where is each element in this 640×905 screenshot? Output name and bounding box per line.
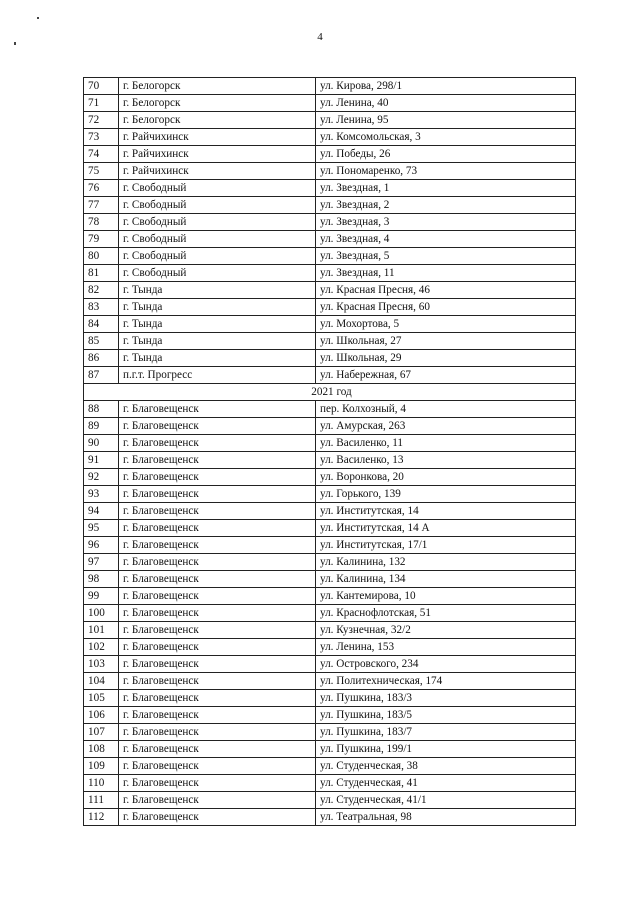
row-street: ул. Звездная, 11 — [316, 265, 576, 282]
page-number: 4 — [317, 31, 323, 43]
row-street: ул. Школьная, 29 — [316, 350, 576, 367]
row-city: г. Белогорск — [119, 112, 316, 129]
table-row — [84, 299, 576, 316]
row-city: г. Свободный — [119, 265, 316, 282]
table-row — [84, 231, 576, 248]
row-street: ул. Кантемирова, 10 — [316, 588, 576, 605]
row-city: г. Благовещенск — [119, 724, 316, 741]
table-row — [84, 707, 576, 724]
row-number: 86 — [84, 350, 119, 367]
row-street: ул. Калинина, 132 — [316, 554, 576, 571]
row-street: ул. Пушкина, 199/1 — [316, 741, 576, 758]
row-number: 85 — [84, 333, 119, 350]
row-street: ул. Островского, 234 — [316, 656, 576, 673]
table-row — [84, 605, 576, 622]
row-street: ул. Пономаренко, 73 — [316, 163, 576, 180]
table-row — [84, 690, 576, 707]
table-row — [84, 95, 576, 112]
table-row — [84, 622, 576, 639]
row-street: ул. Комсомольская, 3 — [316, 129, 576, 146]
row-number: 83 — [84, 299, 119, 316]
table-row — [84, 418, 576, 435]
row-number: 70 — [84, 78, 119, 95]
row-number: 82 — [84, 282, 119, 299]
row-city: г. Тында — [119, 350, 316, 367]
row-number: 106 — [84, 707, 119, 724]
row-city: г. Благовещенск — [119, 486, 316, 503]
row-number: 71 — [84, 95, 119, 112]
row-street: ул. Красная Пресня, 46 — [316, 282, 576, 299]
row-number: 87 — [84, 367, 119, 384]
row-street: ул. Студенческая, 41/1 — [316, 792, 576, 809]
row-street: ул. Пушкина, 183/7 — [316, 724, 576, 741]
row-street: ул. Звездная, 5 — [316, 248, 576, 265]
table-row — [84, 588, 576, 605]
row-city: г. Благовещенск — [119, 792, 316, 809]
table-row — [84, 180, 576, 197]
row-city: г. Благовещенск — [119, 435, 316, 452]
row-number: 96 — [84, 537, 119, 554]
table-row — [84, 350, 576, 367]
row-street: ул. Амурская, 263 — [316, 418, 576, 435]
row-city: г. Свободный — [119, 248, 316, 265]
row-street: ул. Ленина, 40 — [316, 95, 576, 112]
row-number: 77 — [84, 197, 119, 214]
row-number: 75 — [84, 163, 119, 180]
row-city: г. Тында — [119, 316, 316, 333]
row-street: ул. Воронкова, 20 — [316, 469, 576, 486]
row-street: ул. Набережная, 67 — [316, 367, 576, 384]
row-street: ул. Звездная, 1 — [316, 180, 576, 197]
row-number: 97 — [84, 554, 119, 571]
row-city: г. Свободный — [119, 197, 316, 214]
table-row — [84, 724, 576, 741]
table-row — [84, 537, 576, 554]
row-street: ул. Пушкина, 183/5 — [316, 707, 576, 724]
row-city: г. Благовещенск — [119, 452, 316, 469]
table-row — [84, 163, 576, 180]
row-street: ул. Кирова, 298/1 — [316, 78, 576, 95]
table-row — [84, 673, 576, 690]
row-city: г. Благовещенск — [119, 690, 316, 707]
table-row — [84, 809, 576, 826]
table-row — [84, 316, 576, 333]
table-row — [84, 333, 576, 350]
row-number: 93 — [84, 486, 119, 503]
row-number: 103 — [84, 656, 119, 673]
row-number: 74 — [84, 146, 119, 163]
row-street: пер. Колхозный, 4 — [316, 401, 576, 418]
row-city: г. Благовещенск — [119, 554, 316, 571]
row-city: г. Благовещенск — [119, 588, 316, 605]
row-city: г. Райчихинск — [119, 129, 316, 146]
row-number: 91 — [84, 452, 119, 469]
row-street: ул. Мохортова, 5 — [316, 316, 576, 333]
table-row — [84, 282, 576, 299]
row-city: г. Благовещенск — [119, 503, 316, 520]
row-city: г. Благовещенск — [119, 656, 316, 673]
row-number: 108 — [84, 741, 119, 758]
row-city: г. Благовещенск — [119, 605, 316, 622]
row-number: 95 — [84, 520, 119, 537]
address-rows-before — [84, 78, 576, 384]
table-row — [84, 401, 576, 418]
table-row — [84, 248, 576, 265]
table-row — [84, 503, 576, 520]
table-row — [84, 792, 576, 809]
table-row — [84, 486, 576, 503]
row-number: 98 — [84, 571, 119, 588]
row-city: г. Благовещенск — [119, 741, 316, 758]
row-number: 101 — [84, 622, 119, 639]
row-city: п.г.т. Прогресс — [119, 367, 316, 384]
table-row — [84, 758, 576, 775]
row-number: 105 — [84, 690, 119, 707]
table-row — [84, 265, 576, 282]
table-row — [84, 520, 576, 537]
row-number: 79 — [84, 231, 119, 248]
row-street: ул. Институтская, 14 А — [316, 520, 576, 537]
row-street: ул. Ленина, 153 — [316, 639, 576, 656]
row-street: ул. Краснофлотская, 51 — [316, 605, 576, 622]
row-street: ул. Студенческая, 38 — [316, 758, 576, 775]
row-number: 109 — [84, 758, 119, 775]
row-number: 81 — [84, 265, 119, 282]
row-city: г. Благовещенск — [119, 622, 316, 639]
row-city: г. Благовещенск — [119, 520, 316, 537]
row-city: г. Благовещенск — [119, 673, 316, 690]
row-city: г. Благовещенск — [119, 707, 316, 724]
row-street: ул. Кузнечная, 32/2 — [316, 622, 576, 639]
row-number: 76 — [84, 180, 119, 197]
table-row — [84, 469, 576, 486]
row-number: 89 — [84, 418, 119, 435]
address-rows-after — [84, 401, 576, 826]
row-number: 110 — [84, 775, 119, 792]
table-row — [84, 741, 576, 758]
row-street: ул. Ленина, 95 — [316, 112, 576, 129]
table-row — [84, 639, 576, 656]
row-number: 92 — [84, 469, 119, 486]
address-table — [83, 77, 576, 826]
row-city: г. Благовещенск — [119, 758, 316, 775]
row-number: 107 — [84, 724, 119, 741]
row-street: ул. Звездная, 4 — [316, 231, 576, 248]
table-row — [84, 197, 576, 214]
row-street: ул. Театральная, 98 — [316, 809, 576, 826]
row-city: г. Благовещенск — [119, 639, 316, 656]
row-city: г. Благовещенск — [119, 809, 316, 826]
row-number: 73 — [84, 129, 119, 146]
row-number: 72 — [84, 112, 119, 129]
row-street: ул. Звездная, 3 — [316, 214, 576, 231]
row-number: 100 — [84, 605, 119, 622]
row-street: ул. Политехническая, 174 — [316, 673, 576, 690]
year-section-row — [84, 384, 576, 401]
row-street: ул. Калинина, 134 — [316, 571, 576, 588]
row-city: г. Благовещенск — [119, 571, 316, 588]
row-street: ул. Институтская, 17/1 — [316, 537, 576, 554]
table-row — [84, 656, 576, 673]
row-number: 112 — [84, 809, 119, 826]
row-city: г. Тында — [119, 282, 316, 299]
table-row — [84, 435, 576, 452]
row-street: ул. Василенко, 13 — [316, 452, 576, 469]
row-number: 80 — [84, 248, 119, 265]
row-city: г. Белогорск — [119, 78, 316, 95]
table-row — [84, 571, 576, 588]
row-number: 99 — [84, 588, 119, 605]
row-street: ул. Красная Пресня, 60 — [316, 299, 576, 316]
row-city: г. Тында — [119, 299, 316, 316]
row-city: г. Белогорск — [119, 95, 316, 112]
row-city: г. Свободный — [119, 214, 316, 231]
row-number: 84 — [84, 316, 119, 333]
row-number: 104 — [84, 673, 119, 690]
row-city: г. Благовещенск — [119, 401, 316, 418]
table-row — [84, 554, 576, 571]
row-city: г. Благовещенск — [119, 775, 316, 792]
row-street: ул. Горького, 139 — [316, 486, 576, 503]
table-row — [84, 146, 576, 163]
table-row — [84, 452, 576, 469]
row-city: г. Райчихинск — [119, 146, 316, 163]
row-number: 90 — [84, 435, 119, 452]
row-city: г. Свободный — [119, 231, 316, 248]
row-city: г. Тында — [119, 333, 316, 350]
table-row — [84, 775, 576, 792]
table-row — [84, 129, 576, 146]
row-number: 78 — [84, 214, 119, 231]
row-city: г. Свободный — [119, 180, 316, 197]
row-city: г. Райчихинск — [119, 163, 316, 180]
row-number: 111 — [84, 792, 119, 809]
section-year: 2021 год — [84, 384, 576, 401]
table-row — [84, 367, 576, 384]
table-row — [84, 112, 576, 129]
row-street: ул. Василенко, 11 — [316, 435, 576, 452]
row-street: ул. Пушкина, 183/3 — [316, 690, 576, 707]
row-street: ул. Победы, 26 — [316, 146, 576, 163]
row-street: ул. Школьная, 27 — [316, 333, 576, 350]
table-row — [84, 78, 576, 95]
table-row — [84, 214, 576, 231]
row-street: ул. Звездная, 2 — [316, 197, 576, 214]
row-number: 102 — [84, 639, 119, 656]
row-street: ул. Институтская, 14 — [316, 503, 576, 520]
row-city: г. Благовещенск — [119, 418, 316, 435]
scan-speck — [37, 17, 39, 19]
row-number: 88 — [84, 401, 119, 418]
row-number: 94 — [84, 503, 119, 520]
row-city: г. Благовещенск — [119, 469, 316, 486]
row-city: г. Благовещенск — [119, 537, 316, 554]
row-street: ул. Студенческая, 41 — [316, 775, 576, 792]
